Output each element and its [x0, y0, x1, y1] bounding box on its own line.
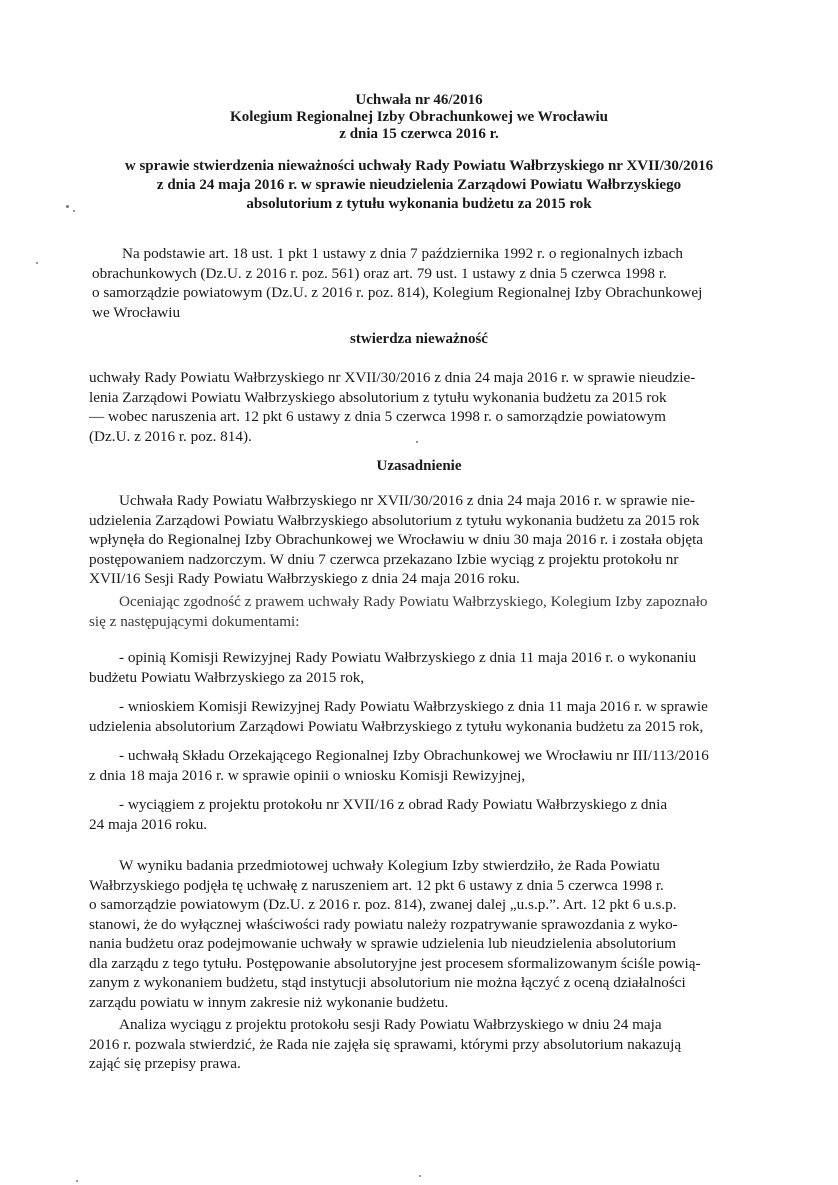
document-list-item — [89, 795, 744, 834]
scan-speck — [73, 210, 75, 212]
decision-heading: stwierdza nieważność — [350, 331, 488, 347]
text-line: we Wrocławiu — [92, 303, 181, 321]
text-line: 2016 r. pozwala stwierdzić, że Rada nie zajęła się sprawami, którymi przy absolutorium nakazują — [89, 1035, 682, 1053]
text-line: Uchwała Rady Powiatu Wałbrzyskiego nr XVII/30/2016 z dnia 24 maja 2016 r. w sprawie nie- — [119, 492, 695, 509]
justification-paragraph-1 — [89, 491, 744, 589]
resolution-subject — [0, 157, 838, 214]
text-line: wpłynęła do Regionalnej Izby Obrachunkowej we Wrocławiu w dniu 30 maja 2016 r. i została objęta — [89, 531, 704, 548]
text-line: udzielenia absolutorium Zarządowi Powiatu Wałbrzyskiego z tytułu wykonania budżetu za 2015 rok, — [89, 717, 704, 735]
text-line: - opinią Komisji Rewizyjnej Rady Powiatu Wałbrzyskiego z dnia 11 maja 2016 r. o wykonaniu — [119, 649, 697, 666]
text-line: Analiza wyciągu z projektu protokołu sesji Rady Powiatu Wałbrzyskiego w dniu 24 maja — [119, 1016, 662, 1033]
text-line: lenia Zarządowi Powiatu Wałbrzyskiego absolutorium z tytułu wykonania budżetu za 2015 rok — [89, 388, 667, 406]
text-line: W wyniku badania przedmiotowej uchwały Kolegium Izby stwierdziło, że Rada Powiatu — [119, 857, 660, 874]
text-line: - wyciągiem z projektu protokołu nr XVII/16 z obrad Rady Powiatu Wałbrzyskiego z dnia — [119, 796, 668, 813]
resolution-date: z dnia 15 czerwca 2016 r. — [339, 126, 499, 142]
justification-heading: Uzasadnienie — [376, 458, 462, 474]
resolution-number: Uchwała nr 46/2016 — [355, 92, 483, 108]
issuing-body: Kolegium Regionalnej Izby Obrachunkowej we Wrocławiu — [230, 109, 608, 125]
text-line: dla zarządu z tego tytułu. Postępowanie absolutoryjne jest procesem sformalizowanym ściśle powią- — [89, 954, 701, 972]
text-line: budżetu Powiatu Wałbrzyskiego za 2015 rok, — [89, 668, 365, 686]
justification-paragraph-2 — [89, 592, 744, 631]
subject-line: absolutorium z tytułu wykonania budżetu za 2015 rok — [246, 196, 592, 212]
document-list-item — [89, 697, 744, 736]
document-list-item — [89, 746, 744, 785]
text-line: XVII/16 Sesji Rady Powiatu Wałbrzyskiego z dnia 24 maja 2016 roku. — [89, 570, 520, 587]
text-line: o samorządzie powiatowym (Dz.U. z 2016 r. poz. 814), Kolegium Regionalnej Izby Obrachunkowej — [92, 284, 703, 301]
text-line: (Dz.U. z 2016 r. poz. 814). — [89, 427, 252, 445]
text-line: Na podstawie art. 18 ust. 1 pkt 1 ustawy z dnia 7 października 1992 r. o regionalnych izbach — [122, 245, 683, 262]
justification-paragraph-3 — [89, 856, 744, 1012]
text-line: zająć się przepisy prawa. — [89, 1055, 241, 1072]
document-list-item — [89, 648, 744, 687]
legal-basis-paragraph — [92, 244, 744, 322]
text-line: — wobec naruszenia art. 12 pkt 6 ustawy z dnia 5 czerwca 1998 r. o samorządzie powiatowym — [89, 408, 666, 425]
scan-speck — [66, 205, 69, 208]
text-line: stanowi, że do wyłącznej właściwości rady powiatu należy rozpatrywanie sprawozdania z wyko- — [89, 915, 678, 933]
justification-paragraph-4 — [89, 1015, 744, 1074]
decision-paragraph — [89, 368, 744, 446]
text-line: obrachunkowych (Dz.U. z 2016 r. poz. 561) oraz art. 79 ust. 1 ustawy z dnia 5 czerwca 1998 r. — [92, 264, 667, 282]
text-line: 24 maja 2016 roku. — [89, 815, 208, 833]
subject-line: z dnia 24 maja 2016 r. w sprawie nieudzielenia Zarządowi Powiatu Wałbrzyskiego — [156, 177, 682, 193]
scan-speck — [36, 262, 38, 264]
scan-speck — [416, 441, 418, 443]
scan-speck — [419, 1175, 421, 1177]
text-line: zarządu powiatu w innym zakresie niż wykonanie budżetu. — [89, 993, 449, 1011]
text-line: udzielenia Zarządowi Powiatu Wałbrzyskiego absolutorium z tytułu wykonania budżetu za 2015 rok — [89, 511, 700, 529]
text-line: - uchwałą Składu Orzekającego Regionalnej Izby Obrachunkowej we Wrocławiu nr III/113/2016 — [119, 747, 709, 764]
text-line: zanym z wykonaniem budżetu, stąd instytucji absolutorium nie można łączyć z oceną działalności — [89, 974, 686, 991]
text-line: nania budżetu oraz podejmowanie uchwały w sprawie udzielenia lub nieudzielenia absolutorium — [89, 935, 677, 952]
text-line: - wnioskiem Komisji Rewizyjnej Rady Powiatu Wałbrzyskiego z dnia 11 maja 2016 r. w sprawie — [119, 698, 708, 715]
subject-line: w sprawie stwierdzenia nieważności uchwały Rady Powiatu Wałbrzyskiego nr XVII/30/2016 — [124, 158, 714, 174]
text-line: uchwały Rady Powiatu Wałbrzyskiego nr XVII/30/2016 z dnia 24 maja 2016 r. w sprawie nieudzie- — [89, 369, 696, 386]
text-line: Wałbrzyskiego podjęła tę uchwałę z naruszeniem art. 12 pkt 6 ustawy z dnia 5 czerwca 1998 r. — [89, 876, 664, 894]
text-line: z dnia 18 maja 2016 r. w sprawie opinii o wniosku Komisji Rewizyjnej, — [89, 766, 526, 784]
text-line: Oceniając zgodność z prawem uchwały Rady Powiatu Wałbrzyskiego, Kolegium Izby zapoznało — [119, 593, 708, 610]
text-line: postępowaniem nadzorczym. W dniu 7 czerwca przekazano Izbie wyciąg z projektu protokołu nr — [89, 550, 679, 568]
scan-speck — [76, 1180, 78, 1182]
resolution-header — [0, 92, 838, 143]
text-line: się z następującymi dokumentami: — [89, 612, 300, 630]
text-line: o samorządzie powiatowym (Dz.U. z 2016 r. poz. 814), zwanej dalej „u.s.p.”. Art. 12 pkt 6 u.s.p. — [89, 896, 677, 913]
